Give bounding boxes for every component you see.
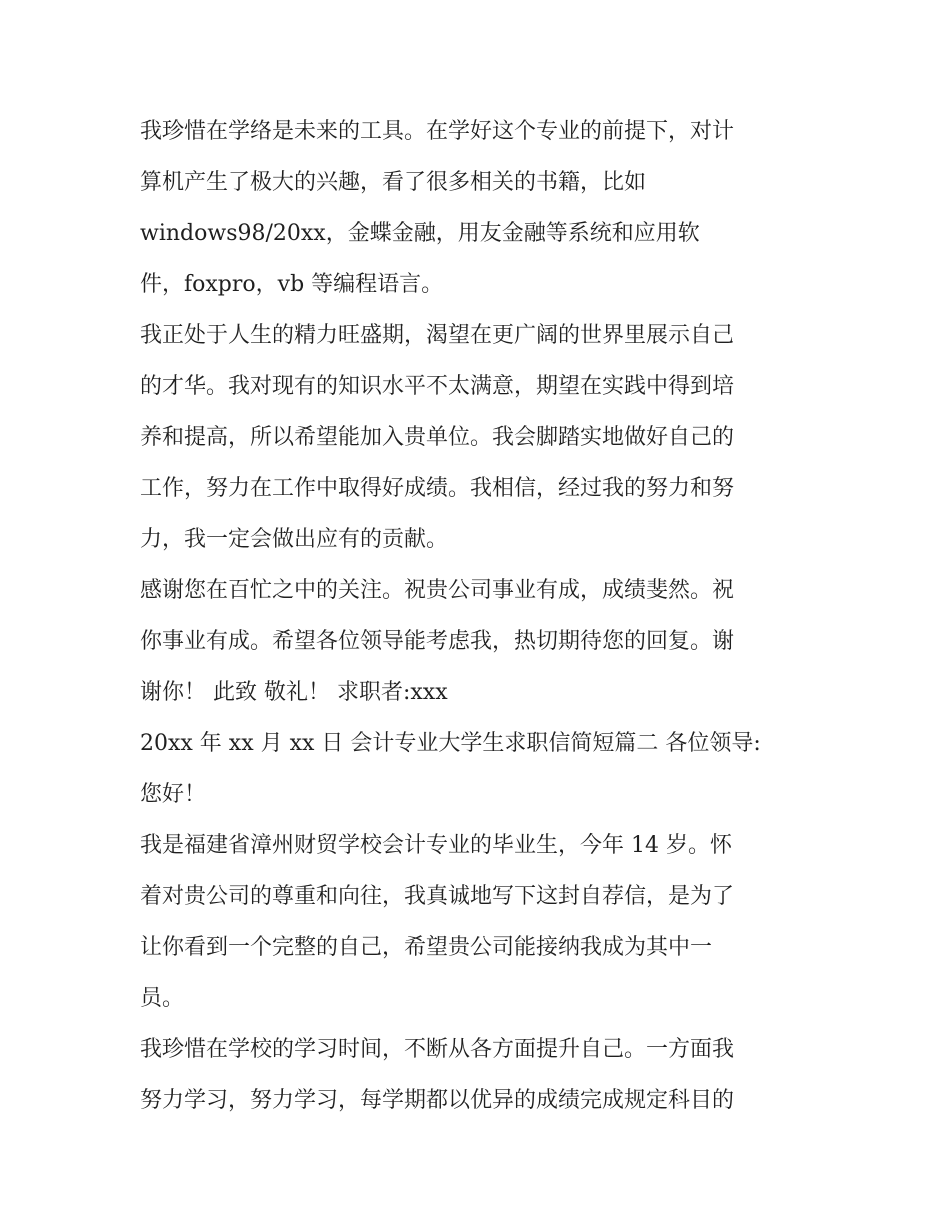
text-line: 的才华。我对现有的知识水平不太满意，期望在实践中得到培: [140, 374, 735, 399]
text-line: 算机产生了极大的兴趣，看了很多相关的书籍，比如: [140, 170, 647, 195]
text-line: 我正处于人生的精力旺盛期，渴望在更广阔的世界里展示自己: [140, 323, 735, 348]
document-body: [140, 106, 820, 1126]
text-line: 谢你！ 此致 敬礼！ 求职者:xxx: [140, 680, 448, 705]
text-line: 您好！: [140, 782, 207, 807]
text-line: 着对贵公司的尊重和向往，我真诚地写下这封自荐信，是为了: [140, 884, 735, 909]
text-line: 养和提高，所以希望能加入贵单位。我会脚踏实地做好自己的: [140, 425, 735, 450]
text-line: 我珍惜在学校的学习时间，不断从各方面提升自己。一方面我: [140, 1037, 735, 1062]
text-line: 力，我一定会做出应有的贡献。: [140, 527, 449, 552]
text-line: windows98/20xx，金蝶金融，用友金融等系统和应用软: [140, 221, 700, 246]
text-line: 感谢您在百忙之中的关注。祝贵公司事业有成，成绩斐然。祝: [140, 578, 735, 603]
text-line: 员。: [140, 986, 185, 1011]
text-line: 我珍惜在学络是未来的工具。在学好这个专业的前提下，对计: [140, 119, 735, 144]
text-line: 工作，努力在工作中取得好成绩。我相信，经过我的努力和努: [140, 476, 735, 501]
text-line: 件，foxpro，vb 等编程语言。: [140, 272, 444, 297]
text-line: 20xx 年 xx 月 xx 日 会计专业大学生求职信简短篇二 各位领导:: [140, 731, 761, 756]
text-line: 你事业有成。希望各位领导能考虑我，热切期待您的回复。谢: [140, 629, 735, 654]
text-line: 努力学习，努力学习，每学期都以优异的成绩完成规定科目的: [140, 1088, 735, 1113]
text-line: 我是福建省漳州财贸学校会计专业的毕业生，今年 14 岁。怀: [140, 833, 732, 858]
text-line: 让你看到一个完整的自己，希望贵公司能接纳我成为其中一: [140, 935, 713, 960]
